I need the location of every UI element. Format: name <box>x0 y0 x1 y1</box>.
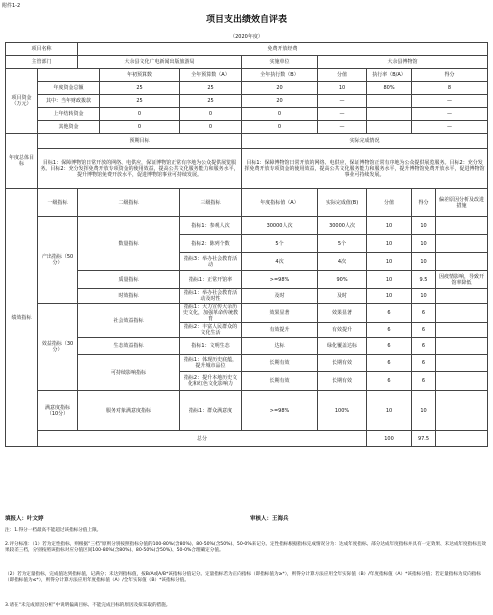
indicator-header: 年度指标值（A） <box>242 189 318 217</box>
indicator-level3: 指标1：参观人次 <box>180 217 242 235</box>
funds-header: 分值 <box>318 69 367 82</box>
funds-cell: 20 <box>242 95 318 108</box>
indicator-score: 10 <box>412 217 436 235</box>
funds-header: 全年执行数（B） <box>242 69 318 82</box>
indicator-score: 6 <box>412 338 436 355</box>
note-3: （2）若为定量指标，完成值达到指标值，记满分；未达到指标值，按B/A或A/B*该指标分值记分。定量指标若为正向指标（即指标值为≥*），则得分计算方法应用全年实际值（B）/年度指标值（A）*该指标分值；若定量指标为反向指标（即指标值为≤*），则得分计算方法应用年度指标值（A）/全年实际值（B）*该指标分值。 <box>5 572 481 584</box>
total-row <box>6 431 488 447</box>
indicator-actual: 及时 <box>318 289 367 304</box>
indicator-level3: 指标2：提升本地历史文化和红色文化影响力 <box>180 372 242 391</box>
indicator-target: 5个 <box>242 235 318 253</box>
funds-cell: — <box>412 121 488 134</box>
funds-cell: 0 <box>180 108 242 121</box>
funds-cell: 0 <box>100 121 180 134</box>
indicator-score: 6 <box>412 372 436 391</box>
funds-header: 年初预算数 <box>100 69 180 82</box>
funds-row <box>6 82 488 95</box>
indicator-reason <box>436 253 488 271</box>
self-evaluation-table <box>5 42 488 447</box>
indicator-actual: 绿化覆盖达标 <box>318 338 367 355</box>
note-4: 3.请在“未完成原因分析”中说明偏离目标、不能完成目标的原因及拟采取的措施。 <box>5 603 171 608</box>
indicator-level2: 时效指标 <box>78 289 180 304</box>
indicator-reason <box>436 372 488 391</box>
indicator-weight: 6 <box>367 338 412 355</box>
indicator-header: 偏差原因分析及改进措施 <box>436 189 488 217</box>
indicator-level3: 指标1：体现历史底蕴，提升城市品位 <box>180 355 242 372</box>
indicator-level3: 指标1：大力宣传大余历史文化，加强革命传统教育 <box>180 304 242 323</box>
indicator-level2: 数量指标 <box>78 217 180 271</box>
page-title: 项目支出绩效自评表 <box>205 15 287 25</box>
indicator-actual: 长期有效 <box>318 372 367 391</box>
indicator-reason <box>436 289 488 304</box>
indicator-level2: 生态效益指标 <box>78 338 180 355</box>
indicator-row <box>6 338 488 355</box>
indicator-weight: 6 <box>367 304 412 323</box>
indicator-level3: 指标3：举办社会教育活动 <box>180 253 242 271</box>
indicator-target: 有效提升 <box>242 323 318 338</box>
indicator-level3: 指标1：正常开馆率 <box>180 271 242 289</box>
funds-cell: — <box>318 121 367 134</box>
indicator-actual: 长期有效 <box>318 355 367 372</box>
indicators-section-label: 绩效指标 <box>6 189 38 447</box>
funds-row <box>6 95 488 108</box>
funds-cell: 0 <box>180 121 242 134</box>
filler-name: 填报人：叶文婷 <box>5 516 44 522</box>
funds-cell: 25 <box>180 82 242 95</box>
indicator-target: >=98% <box>242 391 318 431</box>
dept-value: 大余县文化广电新闻出版旅游局 <box>78 56 242 69</box>
goals-planned-header: 预期目标 <box>38 134 242 149</box>
indicator-level2: 社会效益指标 <box>78 304 180 338</box>
funds-cell: 0 <box>100 108 180 121</box>
indicator-score: 10 <box>412 391 436 431</box>
indicator-reason <box>436 235 488 253</box>
indicator-actual: 效果显著 <box>318 304 367 323</box>
indicator-header: 一级指标 <box>38 189 78 217</box>
indicator-reason <box>436 338 488 355</box>
indicator-weight: 10 <box>367 271 412 289</box>
signature-line <box>5 514 487 524</box>
total-reason <box>436 431 488 447</box>
funds-cell: — <box>412 95 488 108</box>
funds-header-blank <box>38 69 100 82</box>
indicator-actual: 30000人次 <box>318 217 367 235</box>
indicator-level2: 质量指标 <box>78 271 180 289</box>
indicator-reason <box>436 391 488 431</box>
indicator-reason <box>436 323 488 338</box>
indicator-actual: 有效提升 <box>318 323 367 338</box>
indicator-reason <box>436 355 488 372</box>
indicator-reason <box>436 217 488 235</box>
indicator-row <box>6 217 488 235</box>
funds-cell: — <box>318 108 367 121</box>
report-year: （2020年度） <box>230 34 263 40</box>
indicator-level3: 指标1：举办社会教育活动及时性 <box>180 289 242 304</box>
indicator-score: 10 <box>412 289 436 304</box>
indicator-row <box>6 304 488 323</box>
indicator-score: 6 <box>412 355 436 372</box>
indicator-target: 30000人次 <box>242 217 318 235</box>
unit-value: 大余县博物馆 <box>318 56 488 69</box>
indicator-actual: 90% <box>318 271 367 289</box>
funds-cell: — <box>318 95 367 108</box>
indicator-level3: 指标2：丰富人民群众的文化生活 <box>180 323 242 338</box>
funds-row <box>6 121 488 134</box>
indicator-weight: 6 <box>367 372 412 391</box>
indicator-header: 二级指标 <box>78 189 180 217</box>
funds-row <box>6 108 488 121</box>
funds-header: 全年预算数（A） <box>180 69 242 82</box>
unit-label: 实施单位 <box>242 56 318 69</box>
indicator-actual: 5个 <box>318 235 367 253</box>
indicator-weight: 10 <box>367 253 412 271</box>
indicator-reason <box>436 304 488 323</box>
indicator-row <box>6 271 488 289</box>
funds-cell: 25 <box>100 82 180 95</box>
output-indicators-label: 产出指标（50分） <box>38 217 78 304</box>
funds-cell <box>367 108 412 121</box>
funds-row-label: 上年结转资金 <box>38 108 100 121</box>
indicator-target: 达标 <box>242 338 318 355</box>
note-2: 2.评分标准：（1）若为定性指标，则根据“三档”原则分别按照指标分值的100-80%(含80%)、80-50%(含50%)、50-0%来记分。定性指标根据指标完成情况分为：达成年度指标、部分达成年度指标并具有一定效果、未达成年度指标且效果较差三档，分别按照该指标对应分值区间100-80%(含80%)、80-50%(含50%)、50-0%合理确定分值。 <box>5 542 486 554</box>
indicator-level2: 服务对象满意度指标 <box>78 391 180 431</box>
funds-cell <box>367 121 412 134</box>
funds-row-label: 其他资金 <box>38 121 100 134</box>
indicator-score: 6 <box>412 304 436 323</box>
funds-header: 执行率（B/A） <box>367 69 412 82</box>
funds-cell: 0 <box>242 121 318 134</box>
indicator-header: 三级指标 <box>180 189 242 217</box>
funds-cell <box>367 95 412 108</box>
indicator-row <box>6 289 488 304</box>
satisfaction-indicators-label: 满意度指标（10分） <box>38 391 78 431</box>
indicator-weight: 10 <box>367 217 412 235</box>
indicator-level3: 指标1：文明生态 <box>180 338 242 355</box>
project-name-label: 项目名称 <box>6 43 78 56</box>
total-weight: 100 <box>367 431 412 447</box>
indicator-target: 4次 <box>242 253 318 271</box>
benefit-indicators-label: 效益指标（30分） <box>38 304 78 391</box>
funds-cell: 8 <box>412 82 488 95</box>
funds-cell: 20 <box>242 82 318 95</box>
indicator-weight: 6 <box>367 355 412 372</box>
indicator-actual: 100% <box>318 391 367 431</box>
dept-label: 主管部门 <box>6 56 78 69</box>
reviewer-name: 审核人：王海兵 <box>250 516 289 522</box>
indicator-level3: 指标1：群众满意度 <box>180 391 242 431</box>
funds-cell: 0 <box>242 108 318 121</box>
note-1: 注：1.得分一档最高不能超过该指标分值上限。 <box>5 528 102 533</box>
indicator-row <box>6 355 488 372</box>
indicator-header: 实际完成值(B) <box>318 189 367 217</box>
indicator-actual: 4次 <box>318 253 367 271</box>
funds-cell: — <box>412 108 488 121</box>
goals-actual-header: 实际完成情况 <box>242 134 488 149</box>
indicator-header: 得分 <box>412 189 436 217</box>
goals-label: 年度总体目标 <box>6 134 38 189</box>
indicator-row <box>6 391 488 431</box>
total-label: 总分 <box>38 431 367 447</box>
funds-label: 项目资金（万元） <box>6 69 38 134</box>
indicator-level2: 可持续影响指标 <box>78 355 180 391</box>
funds-row-label: 年度资金总额 <box>38 82 100 95</box>
indicator-level3: 指标2：陈列个数 <box>180 235 242 253</box>
indicator-score: 9.5 <box>412 271 436 289</box>
indicator-target: 效果显著 <box>242 304 318 323</box>
indicator-target: 长期有效 <box>242 355 318 372</box>
attachment-label: 附件1-2 <box>2 3 21 9</box>
funds-cell: 80% <box>367 82 412 95</box>
funds-header: 得分 <box>412 69 488 82</box>
indicator-score: 6 <box>412 323 436 338</box>
indicator-score: 10 <box>412 253 436 271</box>
indicator-weight: 10 <box>367 289 412 304</box>
indicator-weight: 6 <box>367 323 412 338</box>
total-score: 97.5 <box>412 431 436 447</box>
indicator-target: 长期有效 <box>242 372 318 391</box>
indicator-header: 分值 <box>367 189 412 217</box>
goals-planned-text: 目标1：保障博物馆日常开放的网络、电供应，保证博物馆正常有序地为公众提供展览服务。目标2：充分发挥免费开放专项资金的使用效益，提高公共文化服务能力和服务水平，提升博物馆免费开放水平，促进博物馆事业可持续发展。 <box>38 149 242 189</box>
funds-cell: 25 <box>100 95 180 108</box>
funds-cell: 25 <box>180 95 242 108</box>
funds-cell: 10 <box>318 82 367 95</box>
goals-actual-text: 目标1：保障博物馆日常开放的网络、电供应，保证博物馆正常有序地为公众提供展览服务。目标2：充分发挥免费开放专项资金的使用效益，提高公共文化服务能力和服务水平，提升博物馆免费开放水平，促进博物馆事业可持续发展。 <box>242 149 488 189</box>
indicator-weight: 10 <box>367 235 412 253</box>
funds-row-label: 其中：当年财政拨款 <box>38 95 100 108</box>
indicator-target: 及时 <box>242 289 318 304</box>
indicator-reason: 因疫情影响，导致开馆率降低 <box>436 271 488 289</box>
indicator-weight: 10 <box>367 391 412 431</box>
project-name-value: 免费开放经费 <box>78 43 488 56</box>
indicator-score: 10 <box>412 235 436 253</box>
indicator-target: >=98% <box>242 271 318 289</box>
